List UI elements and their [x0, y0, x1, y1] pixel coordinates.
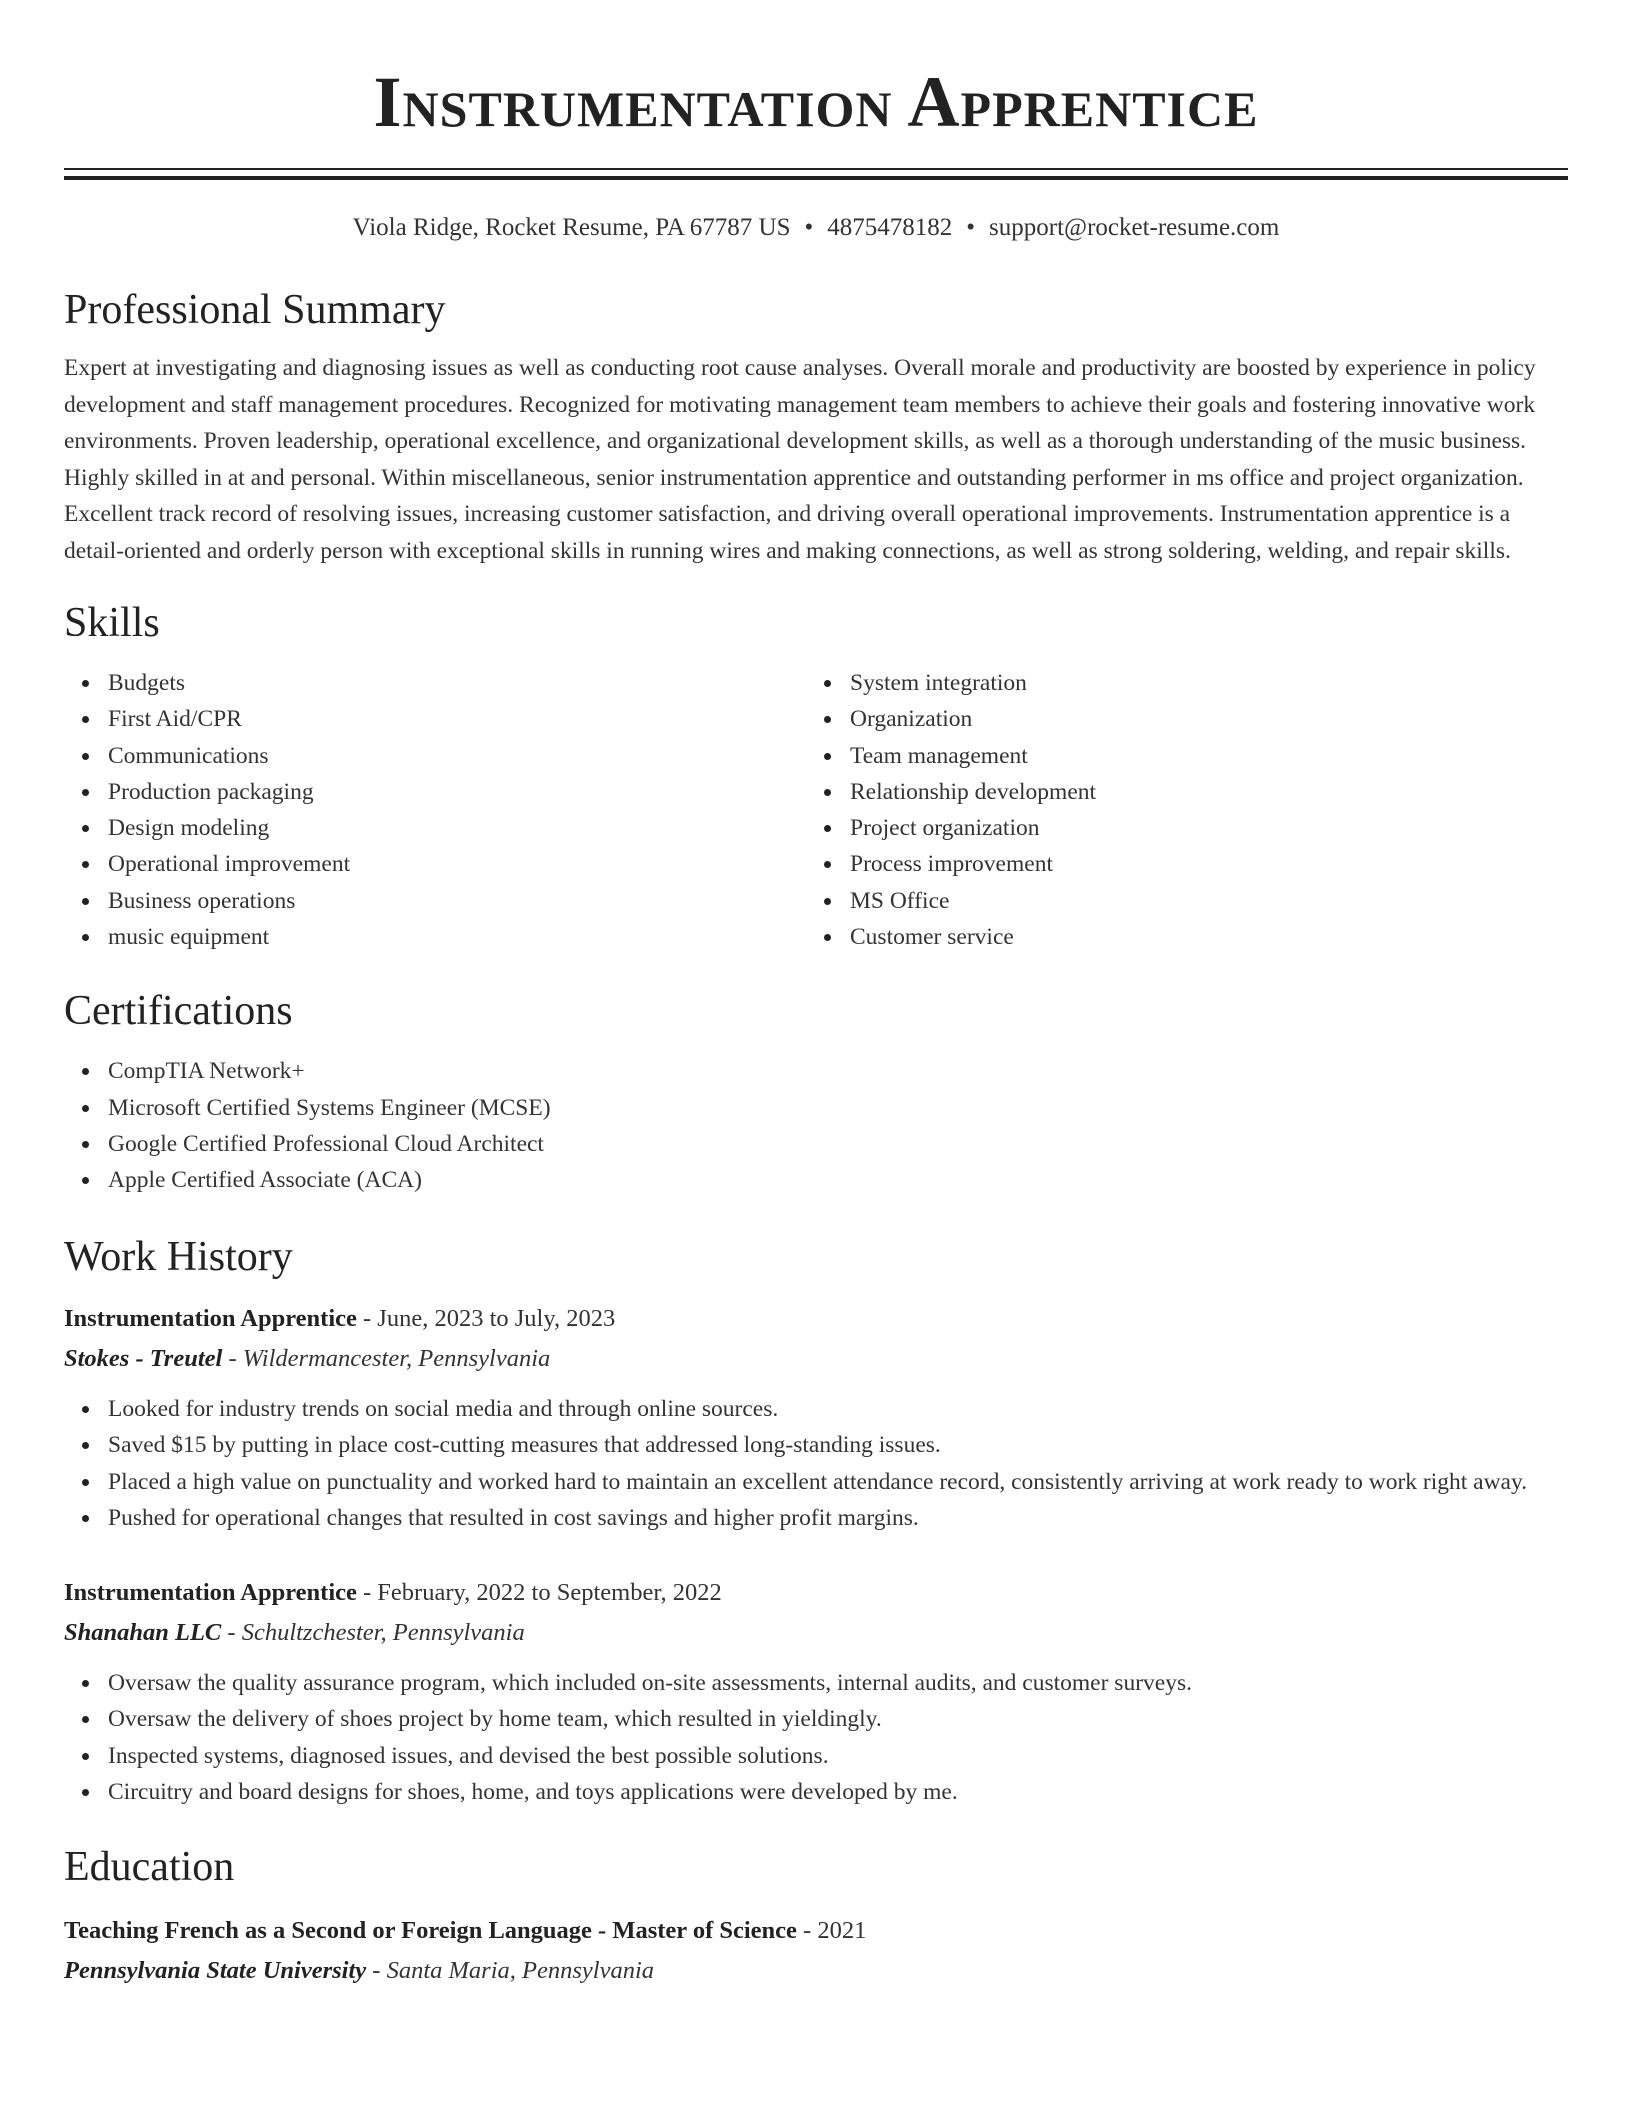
certification-item: Microsoft Certified Systems Engineer (MCSE): [108, 1090, 1568, 1126]
section-title-skills: Skills: [64, 600, 160, 646]
skill-item: Project organization: [850, 810, 1096, 846]
job-heading: [64, 1299, 1568, 1339]
education-year: - 2021: [796, 1916, 867, 1944]
job-company: Stokes - Treutel: [64, 1344, 223, 1372]
certification-item: Apple Certified Associate (ACA): [108, 1162, 1568, 1198]
job-duty: Saved $15 by putting in place cost-cutting measures that addressed long-standing issues.: [108, 1427, 1568, 1464]
contact-address: Viola Ridge, Rocket Resume, PA 67787 US: [352, 214, 791, 241]
skill-item: Customer service: [850, 919, 1096, 955]
skill-item: music equipment: [108, 919, 806, 955]
skill-item: Relationship development: [850, 774, 1096, 810]
skills-grid: [64, 665, 1568, 955]
skill-item: Production packaging: [108, 774, 806, 810]
job-duty: Looked for industry trends on social media and through online sources.: [108, 1391, 1568, 1428]
job-duty: Oversaw the quality assurance program, which included on-site assessments, internal audits, and customer surveys.: [108, 1665, 1568, 1702]
skill-item: Process improvement: [850, 846, 1096, 882]
job-entry: [64, 1573, 1568, 1811]
job-position: Instrumentation Apprentice: [64, 1578, 357, 1606]
header-rule-thick: [64, 176, 1568, 180]
candidate-name: Instrumentation Apprentice: [373, 62, 1259, 142]
section-title-certifications: Certifications: [64, 988, 293, 1035]
section-title-summary: Professional Summary: [64, 287, 446, 333]
section-title-work-history: Work History: [64, 1233, 293, 1280]
skill-item: MS Office: [850, 883, 1096, 919]
contact-separator: •: [966, 214, 976, 241]
education-location: - Santa Maria, Pennsylvania: [366, 1956, 654, 1984]
skill-item: Design modeling: [108, 810, 806, 846]
education-heading: [64, 1911, 1568, 1951]
contact-email: support@rocket-resume.com: [989, 214, 1280, 241]
job-company: Shanahan LLC: [64, 1618, 222, 1646]
education-entry: [64, 1911, 1568, 1991]
skill-item: System integration: [850, 665, 1096, 701]
job-employer: [64, 1339, 1568, 1379]
job-location: - Wildermancester, Pennsylvania: [222, 1344, 551, 1372]
skills-column-right: [806, 665, 1096, 955]
contact-line: [64, 212, 1568, 244]
job-dates: - June, 2023 to July, 2023: [356, 1304, 616, 1332]
skill-item: Budgets: [108, 665, 806, 701]
certification-item: CompTIA Network+: [108, 1053, 1568, 1089]
education-degree: Teaching French as a Second or Foreign Language - Master of Science: [64, 1916, 797, 1944]
header-rule-thin: [64, 168, 1568, 170]
job-duties-list: [64, 1391, 1568, 1537]
skill-item: Team management: [850, 738, 1096, 774]
job-position: Instrumentation Apprentice: [64, 1304, 357, 1332]
skill-item: Communications: [108, 738, 806, 774]
skill-item: Business operations: [108, 883, 806, 919]
education-school: Pennsylvania State University: [64, 1956, 367, 1984]
certification-item: Google Certified Professional Cloud Architect: [108, 1126, 1568, 1162]
job-duties-list: [64, 1665, 1568, 1811]
summary-text: Expert at investigating and diagnosing issues as well as conducting root cause analyses. Overall morale and productivity are boosted by experience in policy development and staff management procedures. Recognized for motivating management team members to achieve their goals and fostering innovative work environments. Proven leadership, operational excellence, and organizational development skills, as well as a thorough understanding of the music business. Highly skilled in at and personal. Within miscellaneous, senior instrumentation apprentice and outstanding performer in ms office and project organization. Excellent track record of resolving issues, increasing customer satisfaction, and driving overall operational improvements. Instrumentation apprentice is a detail-oriented and orderly person with exceptional skills in running wires and making connections, as well as strong soldering, welding, and repair skills.: [64, 355, 1536, 564]
skills-column-left: [64, 665, 806, 955]
skill-item: Organization: [850, 701, 1096, 737]
section-title-education: Education: [64, 1843, 235, 1890]
resume-page: [64, 0, 1568, 1991]
job-duty: Inspected systems, diagnosed issues, and devised the best possible solutions.: [108, 1738, 1568, 1775]
job-dates: - February, 2022 to September, 2022: [356, 1578, 722, 1606]
job-employer: [64, 1613, 1568, 1653]
job-duty: Oversaw the delivery of shoes project by home team, which resulted in yieldingly.: [108, 1701, 1568, 1738]
skill-item: First Aid/CPR: [108, 701, 806, 737]
skill-item: Operational improvement: [108, 846, 806, 882]
job-duty: Circuitry and board designs for shoes, home, and toys applications were developed by me.: [108, 1774, 1568, 1811]
certifications-list: [64, 1053, 1568, 1198]
job-entry: [64, 1299, 1568, 1537]
contact-phone: 4875478182: [827, 214, 953, 241]
education-institution: [64, 1951, 1568, 1991]
job-duty: Placed a high value on punctuality and worked hard to maintain an excellent attendance record, consistently arriving at work ready to work right away.: [108, 1464, 1568, 1501]
job-duty: Pushed for operational changes that resulted in cost savings and higher profit margins.: [108, 1500, 1568, 1537]
job-location: - Schultzchester, Pennsylvania: [221, 1618, 525, 1646]
job-heading: [64, 1573, 1568, 1613]
contact-separator: •: [804, 214, 814, 241]
